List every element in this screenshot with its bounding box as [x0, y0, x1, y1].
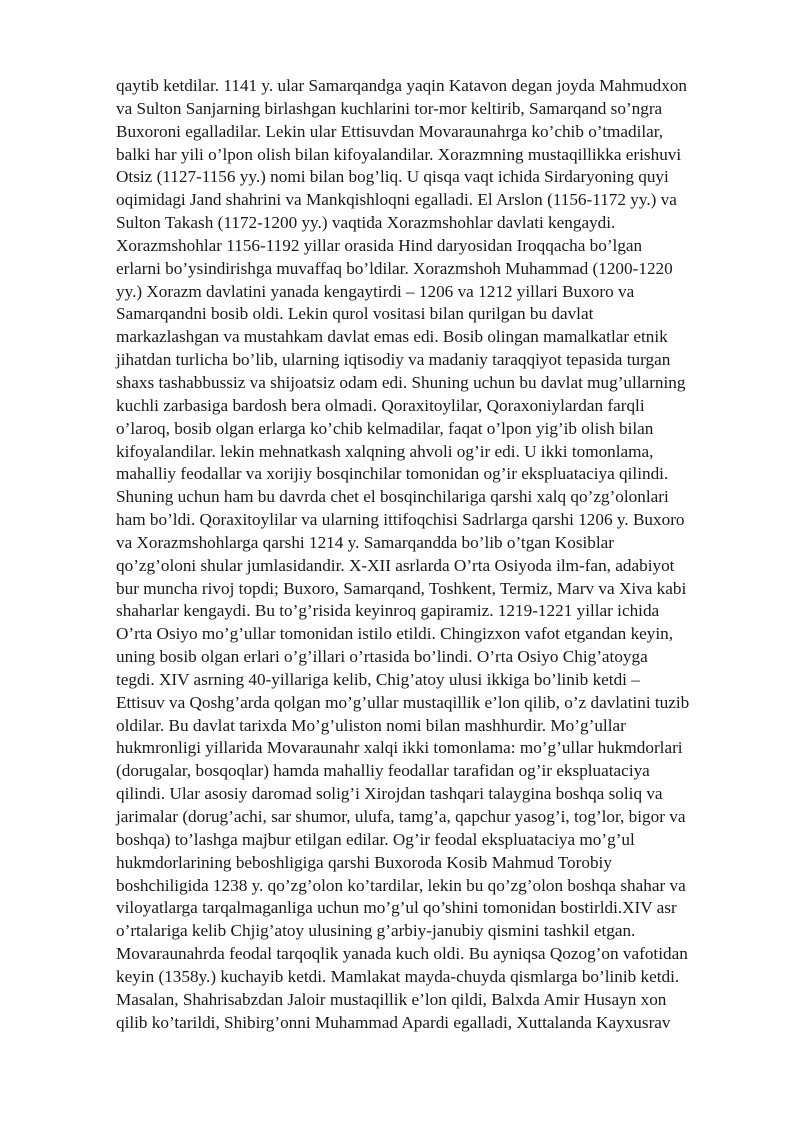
text-line: Masalan, Shahrisabzdan Jaloir mustaqillik e’lon qildi, Balxda Amir Husayn xon: [116, 989, 667, 1009]
text-line: keyin (1358y.) kuchayib ketdi. Mamlakat mayda-chuyda qismlarga bo’linib ketdi.: [116, 966, 680, 986]
text-line: qaytib ketdilar. 1141 y. ular Samarqandga yaqin Katavon degan joyda Mahmudxon: [116, 76, 688, 95]
text-line: hukmdorlarining beboshligiga qarshi Buxoroda Kosib Mahmud Torobiy: [116, 852, 612, 872]
text-line: Xorazmshohlar 1156-1192 yillar orasida Hind daryosidan Iroqqacha bo’lgan: [116, 235, 643, 255]
text-line: viloyatlarga tarqalmaganliga uchun mo’g’ul qo’shini tomonidan bostirldi.XIV asr: [116, 898, 677, 918]
text-line: Ettisuv va Qoshg’arda qolgan mo’g’ullar mustaqillik e’lon qilib, o’z davlatini tuzib: [116, 692, 690, 712]
text-line: balki har yili o’lpon olish bilan kifoyalandilar. Xorazmning mustaqillikka erishuvi: [116, 144, 682, 164]
text-line: oqimidagi Jand shahrini va Mankqishloqni egalladi. El Arslon (1156-1172 yy.) va: [116, 190, 677, 210]
text-line: ham bo’ldi. Qoraxitoylilar va ularning ittifoqchisi Sadrlarga qarshi 1206 y. Buxoro: [116, 510, 685, 530]
text-line: bur muncha rivoj topdi; Buxoro, Samarqand, Toshkent, Termiz, Marv va Xiva kabi: [116, 578, 687, 598]
text-line: qo’zg’oloni shular jumlasidandir. X-XII asrlarda O’rta Osiyoda ilm-fan, adabiyot: [116, 555, 675, 575]
text-line: shaxs tashabbussiz va shijoatsiz odam edi. Shuning uchun bu davlat mug’ullarning: [116, 372, 686, 392]
text-line: yy.) Xorazm davlatini yanada kengaytirdi – 1206 va 1212 yillari Buxoro va: [116, 281, 635, 301]
body-text: [116, 75, 756, 1034]
text-line: o’laroq, bosib olgan erlarga ko’chib kelmadilar, faqat o’lpon yig’ib olish bilan: [116, 418, 654, 438]
text-line: kifoyalandilar. lekin mehnatkash xalqning ahvoli og’ir edi. U ikki tomonlama,: [116, 441, 654, 461]
text-line: va Sulton Sanjarning birlashgan kuchlarini tor-mor keltirib, Samarqand so’ngra: [116, 98, 663, 118]
text-line: Buxoroni egalladilar. Lekin ular Ettisuvdan Movaraunahrga ko’chib o’tmadilar,: [116, 121, 664, 141]
text-line: (dorugalar, bosqoqlar) hamda mahalliy feodallar tarafidan og’ir ekspluataciya: [116, 761, 650, 781]
text-line: Samarqandni bosib oldi. Lekin qurol vositasi bilan qurilgan bu davlat: [116, 304, 594, 324]
text-line: tegdi. XIV asrning 40-yillariga kelib, Chig’atoy ulusi ikkiga bo’linib ketdi –: [116, 669, 640, 689]
text-line: o’rtalariga kelib Chjig’atoy ulusining g’arbiy-janubiy qismini tashkil etgan.: [116, 921, 636, 941]
text-line: markazlashgan va mustahkam davlat emas edi. Bosib olingan mamalkatlar etnik: [116, 327, 668, 347]
text-line: Sulton Takash (1172-1200 yy.) vaqtida Xorazmshohlar davlati kengaydi.: [116, 213, 616, 233]
text-line: jihatdan turlicha bo’lib, ularning iqtisodiy va madaniy taraqqiyot tepasida turgan: [116, 350, 671, 370]
text-line: erlarni bo’ysindirishga muvaffaq bo’ldilar. Xorazmshoh Muhammad (1200-1220: [116, 258, 673, 278]
text-line: Movaraunahrda feodal tarqoqlik yanada kuch oldi. Bu ayniqsa Qozog’on vafotidan: [116, 944, 688, 964]
text-line: uning bosib olgan erlari o’g’illari o’rtasida bo’lindi. O’rta Osiyo Chig’atoyga: [116, 647, 648, 667]
text-line: va Xorazmshohlarga qarshi 1214 y. Samarqandda bo’lib o’tgan Kosiblar: [116, 532, 614, 552]
text-line: Otsiz (1127-1156 yy.) nomi bilan bog’liq. U qisqa vaqt ichida Sirdaryoning quyi: [116, 167, 669, 187]
text-line: oldilar. Bu davlat tarixda Mo’g’uliston nomi bilan mashhurdir. Mo’g’ullar: [116, 715, 626, 735]
text-line: O’rta Osiyo mo’g’ullar tomonidan istilo etildi. Chingizxon vafot etgandan keyin,: [116, 624, 674, 644]
text-line: boshchiligida 1238 y. qo’zg’olon ko’tardilar, lekin bu qo’zg’olon boshqa shahar va: [116, 875, 686, 895]
text-line: hukmronligi yillarida Movaraunahr xalqi ikki tomonlama: mo’g’ullar hukmdorlari: [116, 738, 683, 758]
text-line: mahalliy feodallar va xorijiy bosqinchilar tomonidan og’ir ekspluataciya qilindi.: [116, 464, 669, 484]
text-line: Shuning uchun ham bu davrda chet el bosqinchilariga qarshi xalq qo’zg’olonlari: [116, 487, 669, 507]
text-line: shaharlar kengaydi. Bu to’g’risida keyinroq gapiramiz. 1219-1221 yillar ichida: [116, 601, 660, 621]
text-line: kuchli zarbasiga bardosh bera olmadi. Qoraxitoylilar, Qoraxoniylardan farqli: [116, 395, 645, 415]
text-line: boshqa) to’lashga majbur etilgan edilar. Og’ir feodal ekspluataciya mo’g’ul: [116, 829, 635, 849]
text-line: qilindi. Ular asosiy daromad solig’i Xirojdan tashqari talaygina boshqa soliq va: [116, 784, 663, 804]
text-line: qilib ko’tarildi, Shibirg’onni Muhammad Apardi egalladi, Xuttalanda Kayxusrav: [116, 1012, 671, 1032]
text-line: jarimalar (dorug’achi, sar shumor, ulufa, tamg’a, qapchur yasog’i, tog’lor, bigor va: [116, 807, 686, 826]
